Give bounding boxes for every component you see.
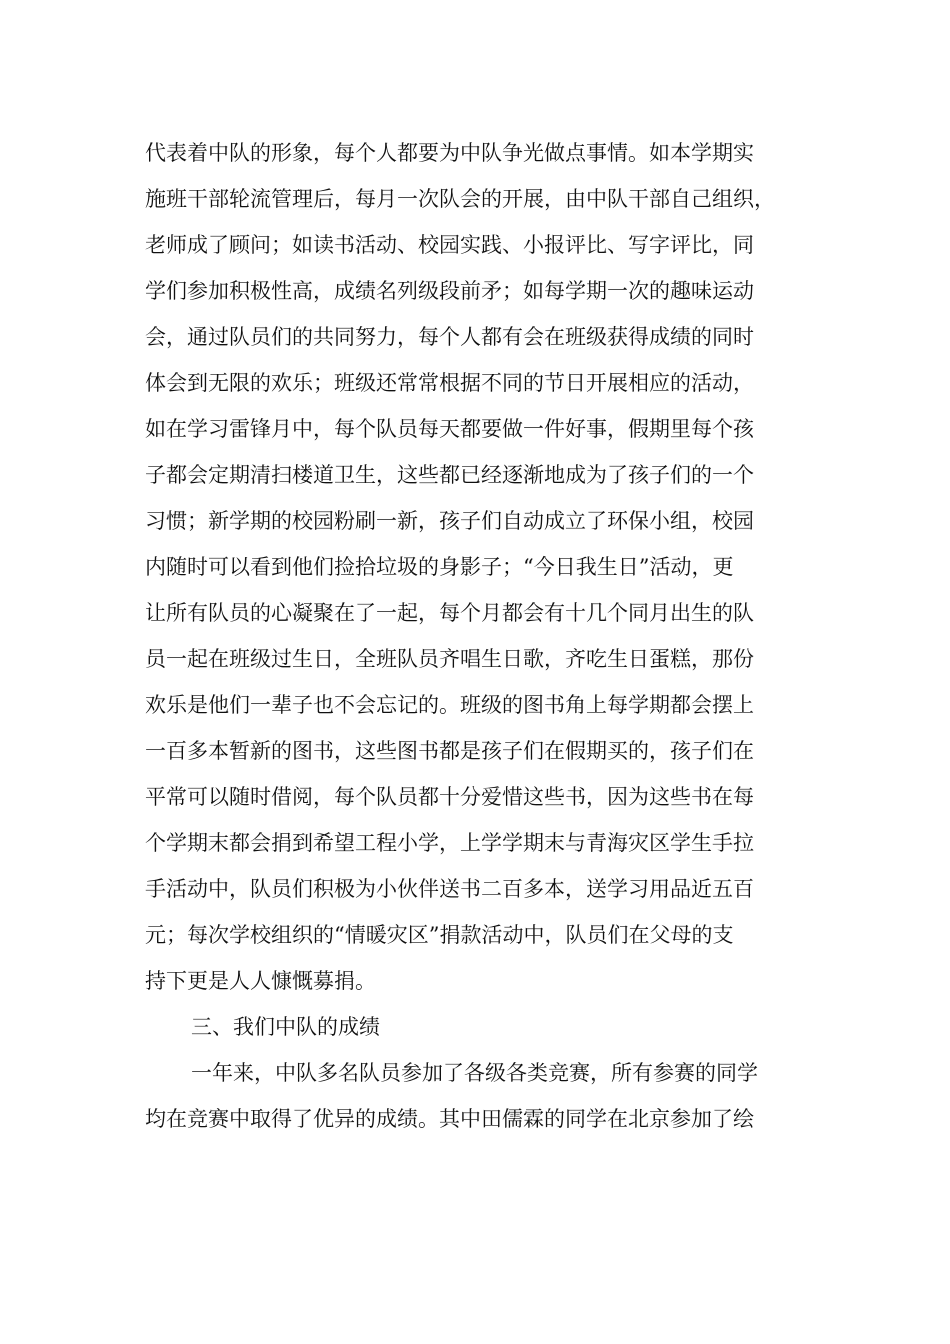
text-line: 会，通过队员们的共同努力，每个人都有会在班级获得成绩的同时 <box>145 325 754 349</box>
text-line: 手活动中，队员们积极为小伙伴送书二百多本，送学习用品近五百 <box>145 877 754 901</box>
text-line: 欢乐是他们一辈子也不会忘记的。班级的图书角上每学期都会摆上 <box>145 693 754 717</box>
text-line: 如在学习雷锋月中，每个队员每天都要做一件好事，假期里每个孩 <box>145 417 754 441</box>
section-heading: 三、我们中队的成绩 <box>191 1015 380 1039</box>
text-line: 子都会定期清扫楼道卫生，这些都已经逐渐地成为了孩子们的一个 <box>145 463 754 487</box>
text-line: 均在竞赛中取得了优异的成绩。其中田儒霖的同学在北京参加了绘 <box>145 1107 754 1131</box>
text-line: 持下更是人人慷慨募捐。 <box>145 969 376 993</box>
text-line: 平常可以随时借阅，每个队员都十分爱惜这些书，因为这些书在每 <box>145 785 754 809</box>
text-line: 学们参加积极性高，成绩名列级段前矛；如每学期一次的趣味运动 <box>145 279 754 303</box>
body-text <box>145 130 825 1142</box>
text-line: 一百多本暂新的图书，这些图书都是孩子们在假期买的，孩子们在 <box>145 739 754 763</box>
text-line: 代表着中队的形象，每个人都要为中队争光做点事情。如本学期实 <box>145 141 754 165</box>
text-line: 老师成了顾问；如读书活动、校园实践、小报评比、写字评比，同 <box>145 233 754 257</box>
text-line: 员一起在班级过生日，全班队员齐唱生日歌，齐吃生日蛋糕，那份 <box>145 647 754 671</box>
text-line: 施班干部轮流管理后，每月一次队会的开展，由中队干部自己组织， <box>145 187 775 211</box>
paragraph-first-line: 一年来，中队多名队员参加了各级各类竞赛，所有参赛的同学 <box>191 1061 758 1085</box>
text-line: 个学期末都会捐到希望工程小学，上学学期末与青海灾区学生手拉 <box>145 831 754 855</box>
text-line: 让所有队员的心凝聚在了一起，每个月都会有十几个同月出生的队 <box>145 601 754 625</box>
text-line: 体会到无限的欢乐；班级还常常根据不同的节日开展相应的活动， <box>145 371 754 395</box>
text-line: 内随时可以看到他们捡拾垃圾的身影子；“今日我生日”活动，更 <box>145 555 734 579</box>
text-line: 元；每次学校组织的“情暖灾区”捐款活动中，队员们在父母的支 <box>145 923 734 947</box>
text-line: 习惯；新学期的校园粉刷一新，孩子们自动成立了环保小组，校园 <box>145 509 754 533</box>
